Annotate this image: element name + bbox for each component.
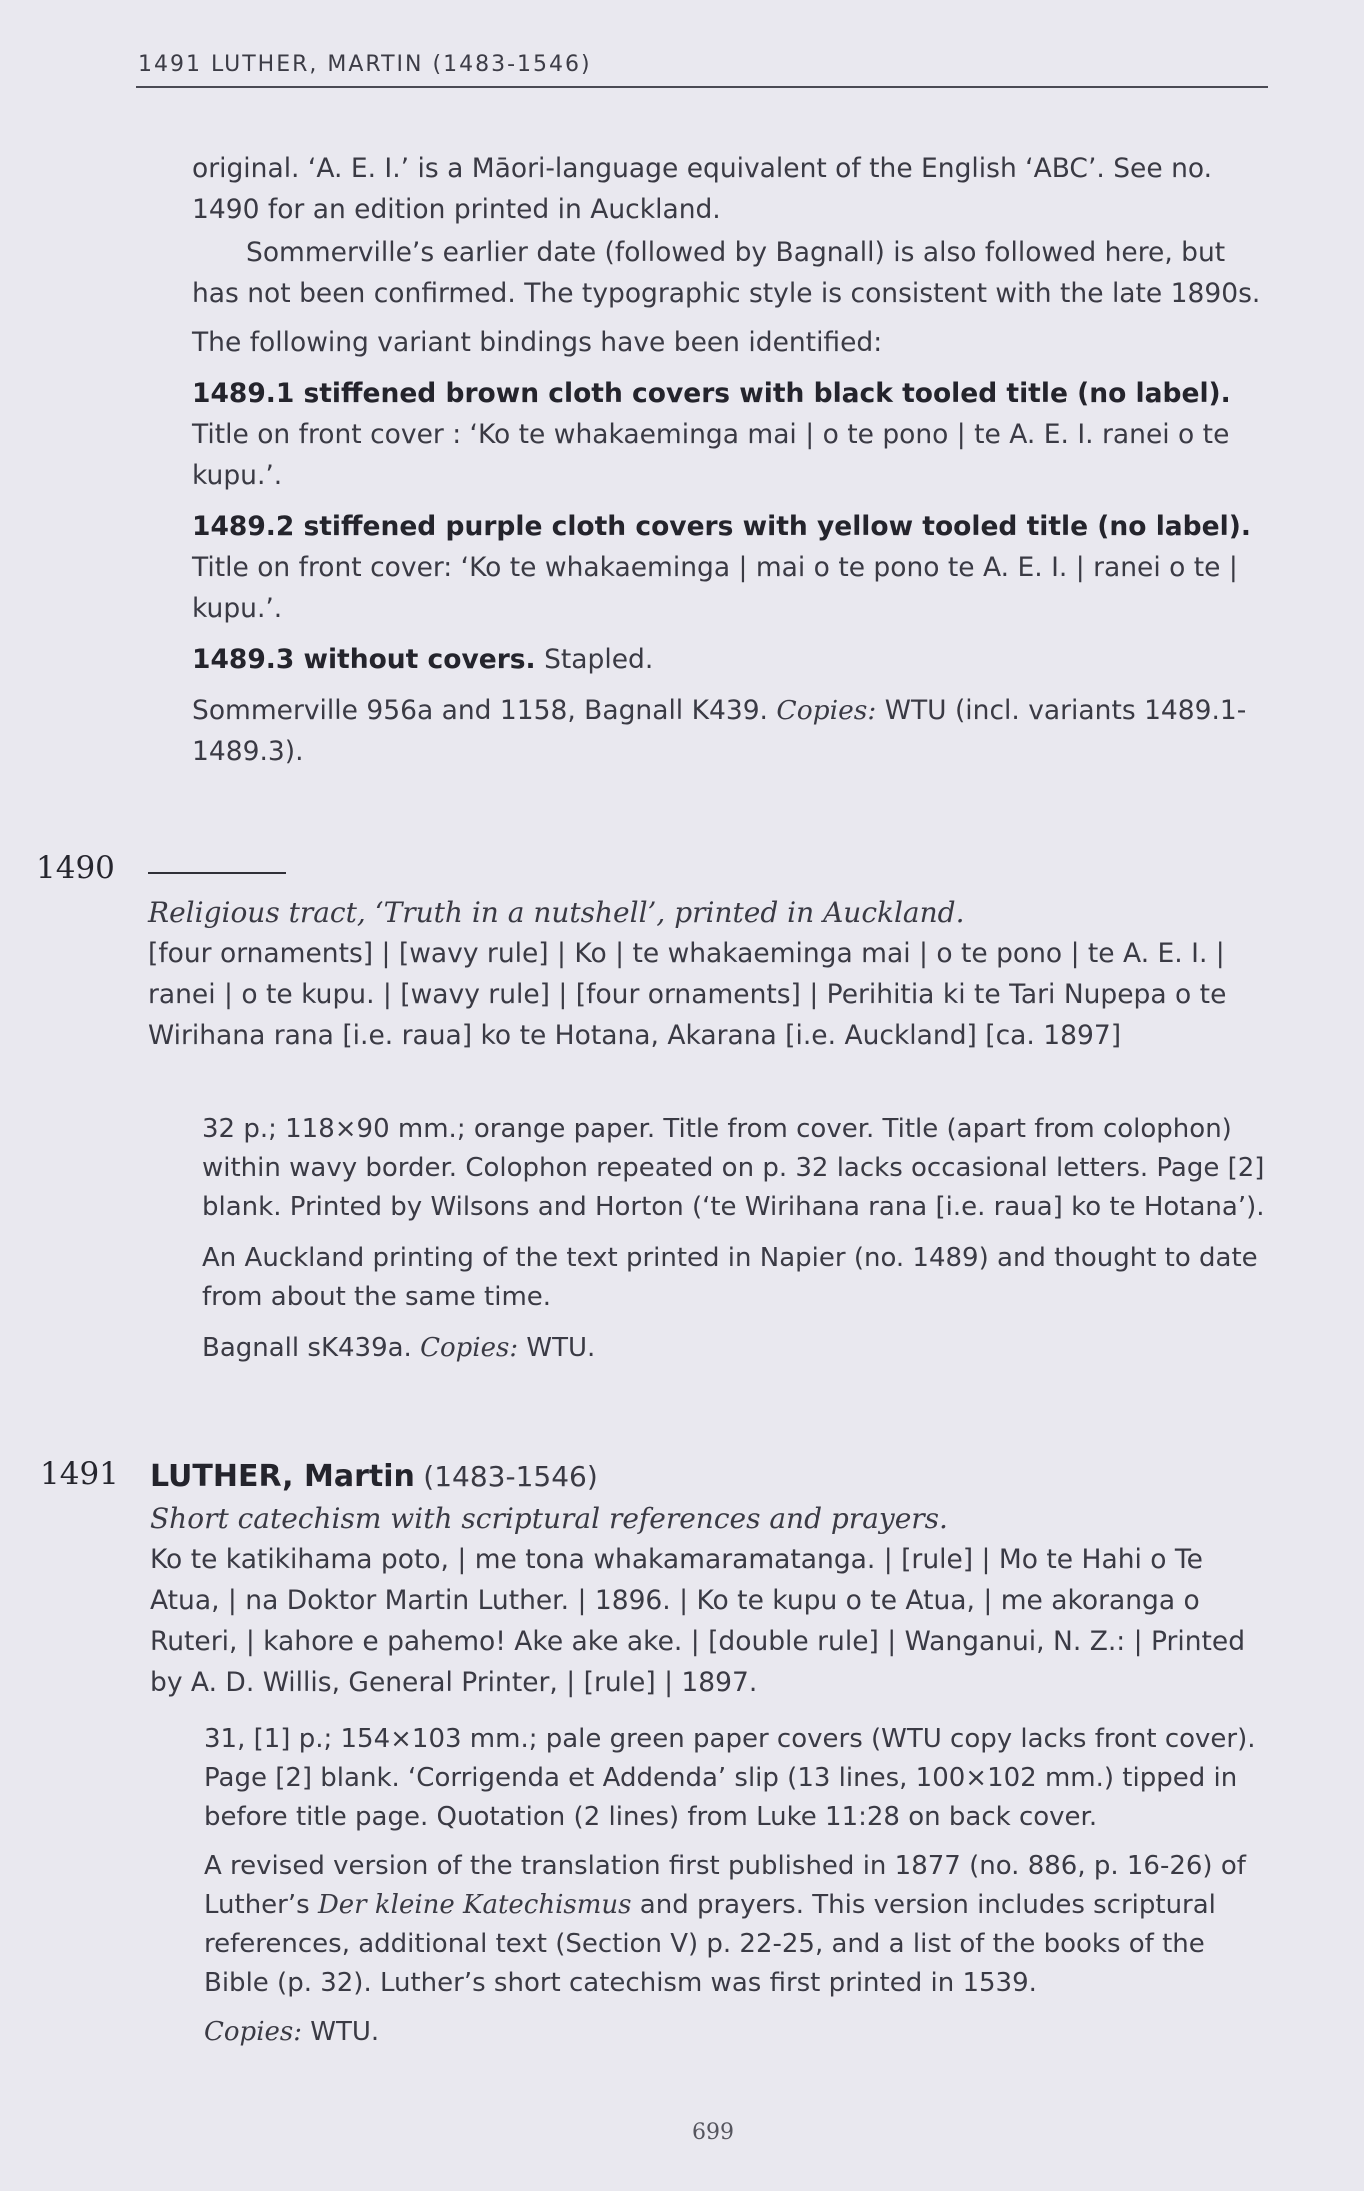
- variant-text: Title on front cover: ‘Ko te whakaeminga | mai o te pono te A. E. I. | ranei o te | kupu.’.: [192, 552, 1238, 624]
- title-page-transcription: Ko te katikihama poto, | me tona whakamaramatanga. | [rule] | Mo te Hahi o Te Atua, | na Doktor Martin Luther. | 1896. | Ko te kupu o te Atua, | me akoranga o Ruteri, | kahore e pahemo! Ake ake ake. | [double rule] | Wanganui, N. Z.: | Printed by A. D. Willis, General Printer, | [rule] | 1897.: [150, 1544, 1246, 1698]
- entry-number: 1490: [36, 850, 115, 886]
- variant-heading: 1489.3 without covers.: [192, 644, 536, 675]
- author-name: LUTHER, Martin: [150, 1459, 415, 1494]
- paragraph: The following variant bindings have been identified:: [192, 327, 883, 358]
- entry-heading: [150, 1456, 1272, 1498]
- variant-1489-2: [192, 506, 1270, 547]
- variant-heading: 1489.1 stiffened brown cloth covers with black tooled title (no label).: [192, 378, 1231, 409]
- physical-description: 32 p.; 118×90 mm.; orange paper. Title from cover. Title (apart from colophon) within wavy border. Colophon repeated on p. 32 lacks occasional letters. Page [2] blank. Printed by Wilsons and Horton (‘te Wirihana rana [i.e. raua] ko te Hotana’).: [202, 1114, 1265, 1222]
- paragraph: Sommerville’s earlier date (followed by Bagnall) is also followed here, but has not been confirmed. The typographic style is consistent with the late 1890s.: [192, 237, 1261, 309]
- variant-text: Title on front cover : ‘Ko te whakaeminga mai | o te pono | te A. E. I. ranei o te kupu.’.: [192, 419, 1230, 491]
- entry-title: Short catechism with scriptural references and prayers.: [150, 1502, 948, 1535]
- header-rule: [136, 86, 1268, 88]
- running-head: 1491 LUTHER, MARTIN (1483-1546): [138, 52, 592, 77]
- entry-1491-notes: [204, 1720, 1276, 2052]
- page-number: 699: [692, 2120, 734, 2145]
- variant-heading: 1489.2 stiffened purple cloth covers with yellow tooled title (no label).: [192, 511, 1251, 542]
- entry-1490-notes: [202, 1110, 1272, 1368]
- entry-title: Religious tract, ‘Truth in a nutshell’, printed in Auckland.: [148, 896, 965, 929]
- entry-1490: [148, 892, 1272, 1056]
- entry-1489-continuation: [192, 148, 1270, 772]
- references: Sommerville 956a and 1158, Bagnall K439. Copies: WTU (incl. variants 1489.1-1489.3).: [192, 695, 1247, 767]
- author-dates: (1483-1546): [423, 1460, 598, 1493]
- author-dash: [148, 872, 286, 874]
- physical-description: 31, [1] p.; 154×103 mm.; pale green paper covers (WTU copy lacks front cover). Page [2] blank. ‘Corrigenda et Addenda’ slip (13 lines, 100×102 mm.) tipped in before title page. Quotation (2 lines) from Luke 11:28 on back cover.: [204, 1724, 1256, 1832]
- references: Bagnall sK439a. Copies: WTU.: [202, 1333, 596, 1363]
- entry-1491: [150, 1456, 1272, 1703]
- variant-1489-3: [192, 639, 1270, 680]
- variant-text: Stapled.: [544, 644, 654, 675]
- paragraph: original. ‘A. E. I.’ is a Māori-language equivalent of the English ‘ABC’. See no. 1490 for an edition printed in Auckland.: [192, 153, 1213, 225]
- copies: Copies: WTU.: [204, 2017, 380, 2047]
- entry-number: 1491: [40, 1456, 119, 1492]
- note: An Auckland printing of the text printed in Napier (no. 1489) and thought to date from about the same time.: [202, 1243, 1258, 1312]
- title-page-transcription: [four ornaments] | [wavy rule] | Ko | te whakaeminga mai | o te pono | te A. E. I. | ranei | o te kupu. | [wavy rule] | [four ornaments] | Perihitia ki te Tari Nupepa o te Wirihana rana [i.e. raua] ko te Hotana, Akarana [i.e. Auckland] [ca. 1897]: [148, 938, 1227, 1051]
- variant-1489-1: [192, 373, 1270, 414]
- note: A revised version of the translation first published in 1877 (no. 886, p. 16-26) of Luther’s Der kleine Katechismus and prayers. This version includes scriptural references, additional text (Section V) p. 22-25, and a list of the books of the Bible (p. 32). Luther’s short catechism was first printed in 1539.: [204, 1851, 1246, 1998]
